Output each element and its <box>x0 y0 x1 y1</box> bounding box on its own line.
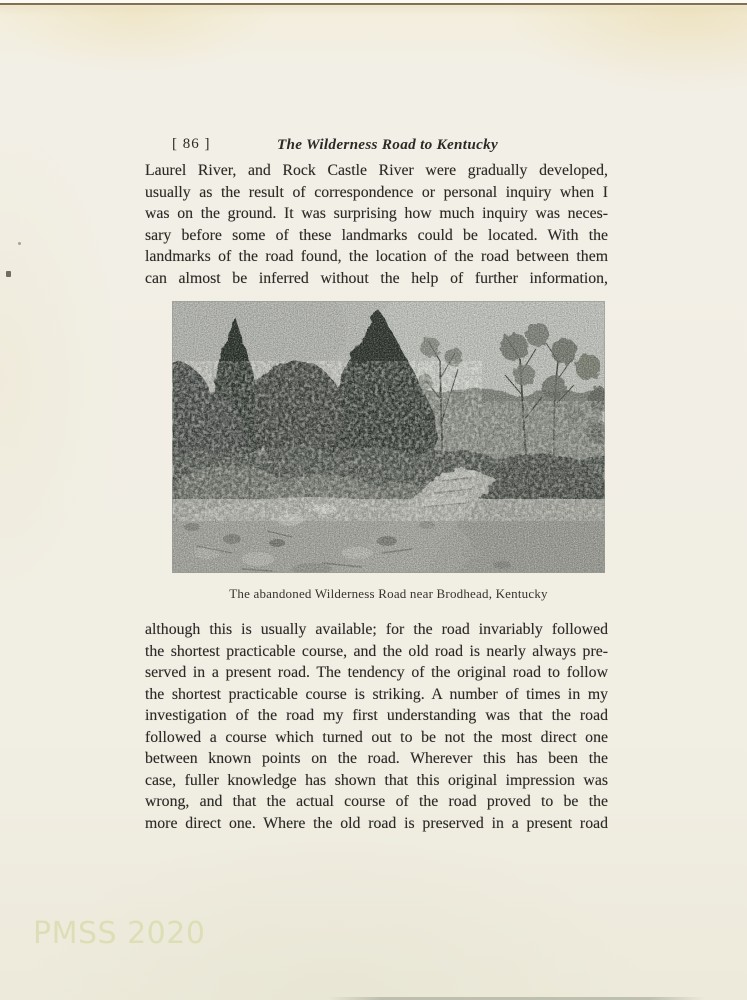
text-line: although this is usually available; for the road invariably followed <box>145 621 608 638</box>
text-line: Laurel River, and Rock Castle River were gradually developed, <box>145 162 608 179</box>
watermark: PMSS 2020 <box>33 916 206 951</box>
text-line: wrong, and that the actual course of the road proved to be the <box>145 793 608 810</box>
text-line: was on the ground. It was surprising how much inquiry was neces- <box>145 205 608 222</box>
running-title: The Wilderness Road to Kentucky <box>276 136 499 153</box>
scan-speck <box>6 271 11 277</box>
text-line: served in a present road. The tendency of the original road to follow <box>145 664 608 681</box>
photo-grain <box>172 301 605 573</box>
text-line: landmarks of the road found, the location of the road between them <box>145 248 608 265</box>
page-number: [ 86 ] <box>172 136 211 152</box>
page-header <box>145 136 608 156</box>
text-line: followed a course which turned out to be not the most direct one <box>145 728 608 746</box>
photo-image <box>172 301 605 573</box>
text-line: usually as the result of correspondence or personal inquiry when I <box>145 183 608 201</box>
scan-top-edge <box>0 0 747 8</box>
text-line: between known points on the road. Wherever this has been the <box>145 750 608 767</box>
text-line: more direct one. Where the old road is preserved in a present road <box>145 814 608 832</box>
text-line: case, fuller knowledge has shown that this original impression was <box>145 771 608 789</box>
text-line: the shortest practicable course, and the old road is nearly always pre- <box>145 642 608 660</box>
scan-speck <box>18 242 21 245</box>
figure-caption: The abandoned Wilderness Road near Brodhead, Kentucky <box>229 586 548 601</box>
paragraph-bottom <box>145 619 608 834</box>
text-line: sary before some of these landmarks could be located. With the <box>145 226 608 244</box>
text-line: investigation of the road my first understanding was that the road <box>145 707 608 724</box>
paragraph-top <box>145 160 608 289</box>
text-line: can almost be inferred without the help of further information, <box>145 269 608 287</box>
text-line: the shortest practicable course is striking. A number of times in my <box>145 685 608 703</box>
figure-photo <box>172 301 605 573</box>
